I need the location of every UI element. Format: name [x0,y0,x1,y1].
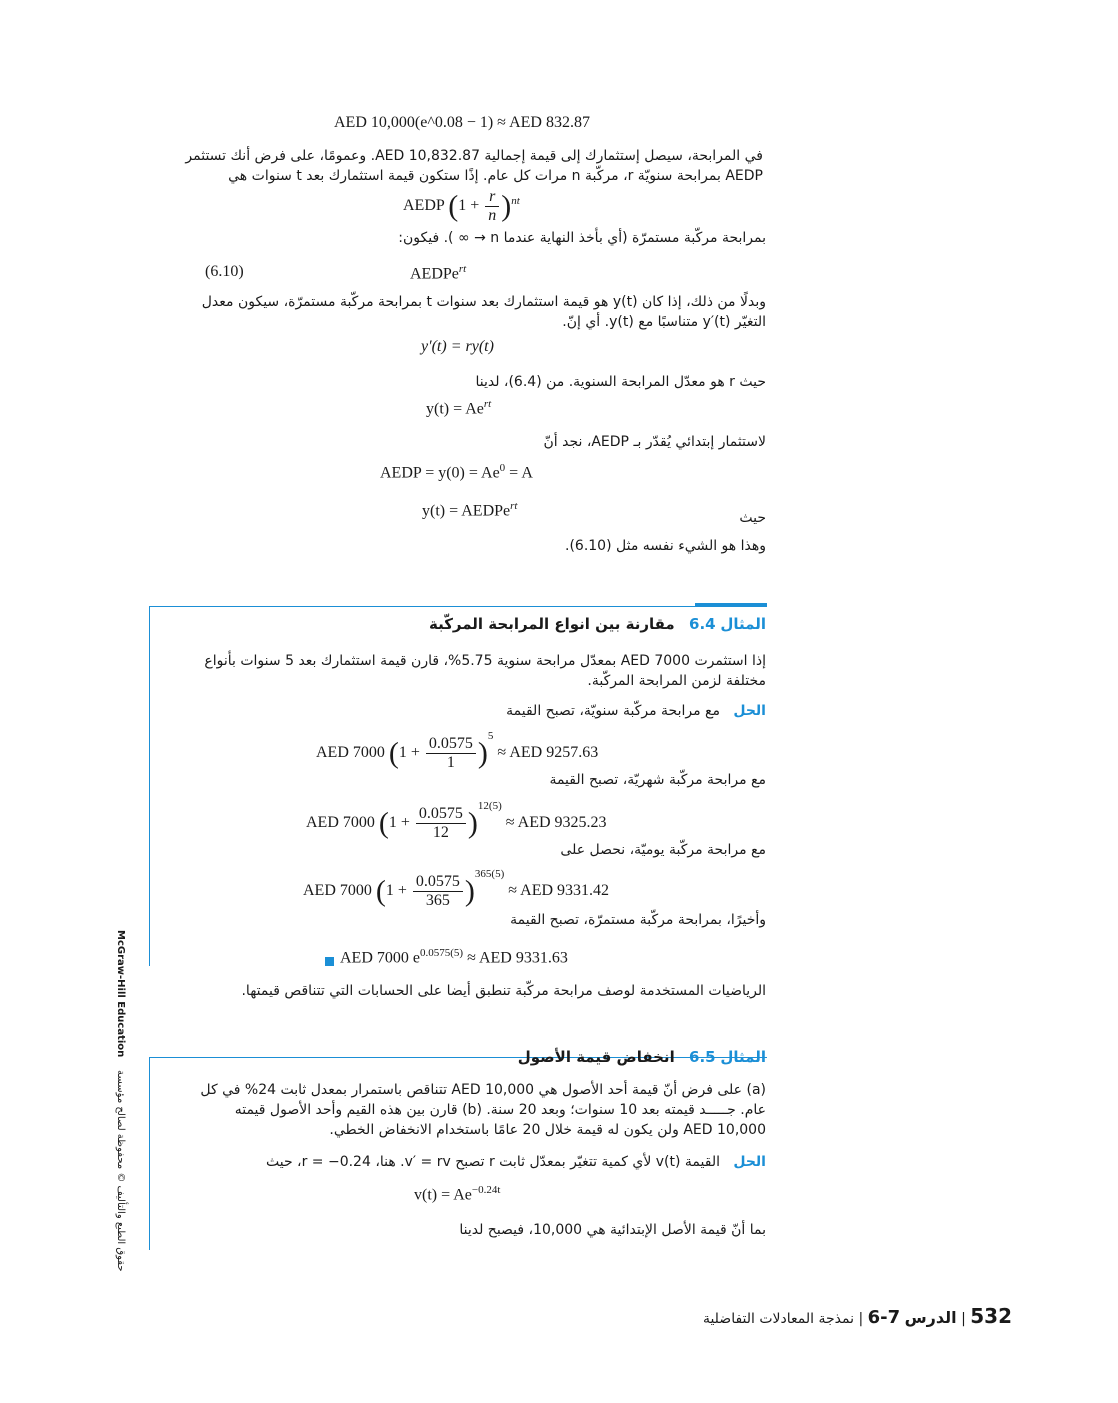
equation-6: AEDP = $y(0) = Ae^0 = A$ [380,462,533,482]
paragraph-4: حيث r هو معدّل المرابحة السنوية. من (6.4)، لدينا [475,374,766,390]
example-6-4-statement: إذا استثمرت AED 7000 بمعدّل مرابحة سنوية 5.75%، قارن قيمة استثمارك بعد 5 سنوات بأنواع مختلفة لزمن المرابحة المركّبة. [204,653,766,689]
example-6-5-statement: (a) على فرض أنّ قيمة أحد الأصول هي AED 10,000 تتناقص باستمرار بمعدل ثابت 24% في كل عام. جـــــد قيمته بعد 10 سنوات؛ وبعد 20 سنة. (b) قارن بين هذه القيم وأحد الأصول قيمته AED 10,000 ولن يكون له قيمة خلال 20 عامًا باستخدام الانخفاض الخطي. [200,1082,766,1138]
paragraph-3: وبدلًا من ذلك، إذا كان y(t) هو قيمة استثمارك بعد سنوات t بمرابحة مركّبة مستمرّة، سيكون معدل التغيّر y′(t) متناسبًا مع y(t). أي إنّ. [201,294,766,330]
example-6-5-header: المثال 6.5 انخفاض قيمة الأصول [517,1048,766,1066]
bridge-paragraph: الرياضيات المستخدمة لوصف مرابحة مركّبة تنطبق أيضا على الحسابات التي تتناقص قيمتها. [241,983,766,999]
example-65-left-border [149,1057,150,1250]
example-6-4-solution-intro: الحل مع مرابحة مركّبة سنويّة، تصبح القيمة [506,703,766,719]
formula-daily: AED 7000 (1 + $\frac{0.0575}{365}$ )$^{365(5)}$ ≈ AED 9331.42 [303,868,610,909]
example-top-border [149,606,767,607]
text-monthly: مع مرابحة مركّبة شهريّة، تصبح القيمة [549,772,766,788]
example-6-5-last-line: بما أنّ قيمة الأصل الإبتدائية هي 10,000، فيصبح لدينا [459,1222,766,1238]
where-label: حيث [739,510,766,526]
equation-3-number: (6.10) [205,263,244,280]
example-left-border [149,606,150,966]
paragraph-1: في المرابحة، سيصل إستثمارك إلى قيمة إجمالية AED 10,832.87. وعمومًا، على فرض أنك تستثمر AEDP بمرابحة سنويّة r، مركّبة n مرات كل عام. إذًا ستكون قيمة استثمارك بعد t سنوات هي [185,148,763,184]
paragraph-6: وهذا هو الشيء نفسه مثل (6.10). [565,538,766,554]
example-6-4-header: المثال 6.4 مقارنة بين انواع المرابحة المركّبة [428,615,766,633]
formula-continuous: AED 7000 $e^{0.0575(5)}$ ≈ AED 9331.63 [340,947,568,967]
equation-7: y(t) = AEDPe$^{rt}$ [422,500,518,520]
formula-annual: AED 7000 (1 + $\frac{0.0575}{1}$ )$^5$ ≈ AED 9257.63 [316,730,599,771]
equation-1: AED 10,000(e^0.08 − 1) ≈ AED 832.87 [334,114,590,131]
page-footer: 532 | الدرس 6-7 | نمذجة المعادلات التفاضلية [702,1304,1012,1328]
text-continuous: وأخيرًا، بمرابحة مركّبة مستمرّة، تصبح القيمة [510,912,766,928]
example-6-5-solution: الحل القيمة v(t) لأي كمية تتغيّر بمعدّل ثابت r تصبح v′ = rv. هنا، r = −0.24، حيث [265,1154,766,1170]
page-number: 532 [970,1304,1012,1328]
copyright-sidebar: McGraw-Hill Education حقوق الطبع والتأليف © محفوظة لصالح مؤسسة [115,930,126,1272]
equation-5: $y(t) = Ae^{rt}$ [426,398,492,418]
text-daily: مع مرابحة مركّبة يوميّة، نحصل على [560,842,766,858]
equation-3: AEDPe$^{rt}$ [410,263,467,283]
formula-monthly: AED 7000 (1 + $\frac{0.0575}{12}$ )$^{12(5)}$ ≈ AED 9325.23 [306,800,607,841]
equation-2: AEDP (1 + $\frac{r}{n}$ )$^{nt}$ [403,188,520,224]
equation-v: $v(t) = Ae^{-0.24t}$ [414,1184,501,1204]
end-square-icon [325,957,334,966]
equation-4: y′(t) = ry(t) [421,338,494,355]
paragraph-2: بمرابحة مركّبة مستمرّة (أي بأخذ النهاية عندما n → ∞ ). فيكون: [398,230,766,246]
paragraph-5: لاستثمار إبتدائي يُقدّر بـ AEDP، نجد أنّ [543,434,766,450]
